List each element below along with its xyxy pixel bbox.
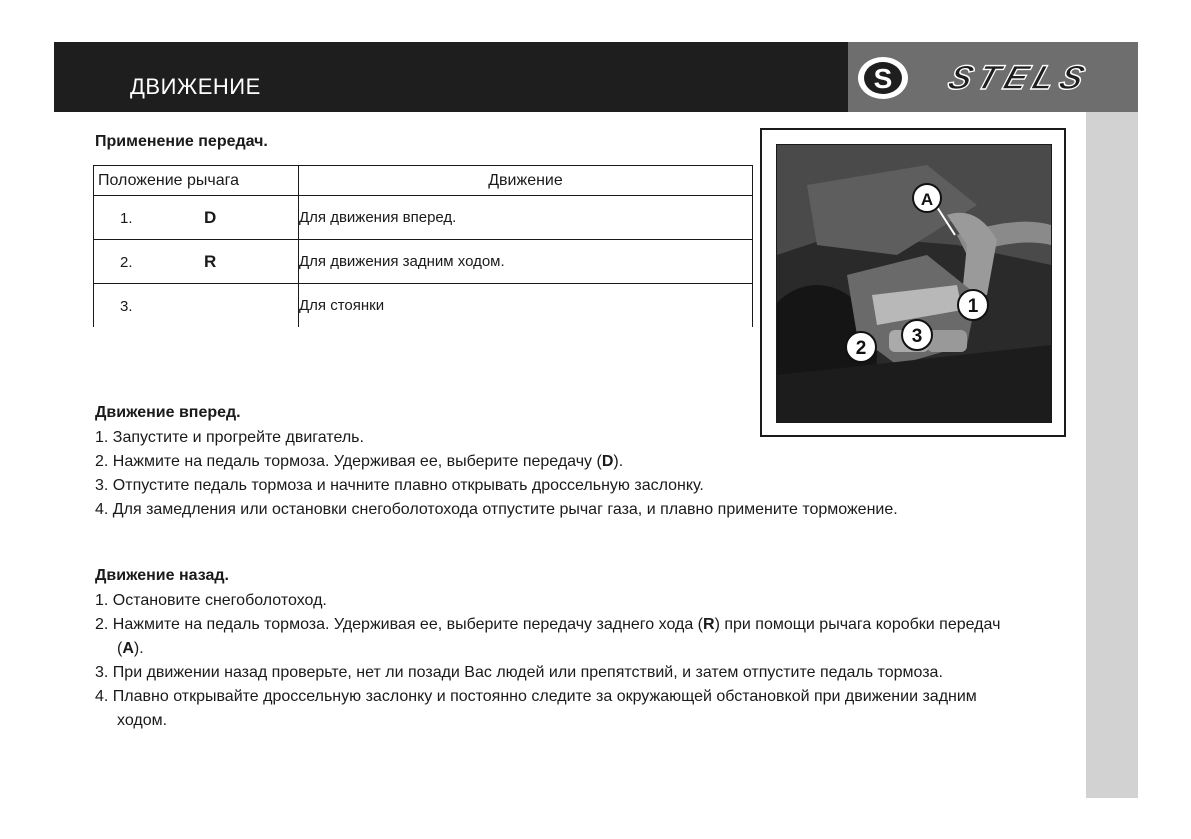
reverse-heading: Движение назад. xyxy=(95,567,229,584)
forward-heading: Движение вперед. xyxy=(95,404,241,421)
callout-2: 2 xyxy=(855,338,867,359)
list-item: 3. Отпустите педаль тормоза и начните плавно открывать дроссельную заслонку. xyxy=(95,477,704,494)
forward-steps xyxy=(95,426,1025,522)
gear-lever-photo xyxy=(776,144,1052,423)
movement-cell: Для стоянки xyxy=(299,284,753,328)
callout-1: 1 xyxy=(967,296,979,317)
callout-a: A xyxy=(920,190,934,209)
gear-code: D xyxy=(601,453,614,470)
table-header-row xyxy=(94,166,753,196)
gear-table xyxy=(93,165,753,327)
step-text: 2. Нажмите на педаль тормоза. Удерживая ее, выберите передачу xyxy=(95,453,593,470)
movement-cell: Для движения вперед. xyxy=(299,196,753,240)
table-row xyxy=(94,240,753,284)
callout-3: 3 xyxy=(911,326,923,347)
column-header-lever: Положение рычага xyxy=(94,166,299,196)
list-item: 2. Нажмите на педаль тормоза. Удерживая ее, выберите передачу (D). xyxy=(95,453,624,470)
list-item xyxy=(95,613,1025,661)
reverse-steps xyxy=(95,589,1025,733)
table-row xyxy=(94,196,753,240)
lever-position-cell xyxy=(94,284,299,328)
row-number: 2. xyxy=(120,253,133,271)
list-item: 1. Запустите и прогрейте двигатель. xyxy=(95,429,364,446)
table-row xyxy=(94,284,753,328)
gear-code: D xyxy=(204,207,217,227)
gear-lever-illustration xyxy=(777,145,1051,422)
lever-code: A xyxy=(122,640,134,657)
brand-logo xyxy=(848,42,1138,112)
list-item: 4. Плавно открывайте дроссельную заслонку и постоянно следите за окружающей обстановкой при движении задним ходом. xyxy=(95,688,977,729)
step-text: ) при помощи рычага коробки передач ( xyxy=(117,616,1001,657)
column-header-movement: Движение xyxy=(299,166,753,196)
movement-cell: Для движения задним ходом. xyxy=(299,240,753,284)
gears-heading: Применение передач. xyxy=(95,133,268,150)
gear-code: R xyxy=(703,616,715,633)
list-item: 1. Остановите снегоболотоход. xyxy=(95,592,327,609)
page-title: ДВИЖЕНИЕ xyxy=(130,74,261,99)
page-header xyxy=(54,42,848,112)
row-number: 3. xyxy=(120,297,133,315)
stels-logo-icon xyxy=(848,42,1138,112)
step-text: 2. Нажмите на педаль тормоза. Удерживая ее, выберите передачу заднего хода ( xyxy=(95,616,703,633)
list-item: 3. При движении назад проверьте, нет ли позади Вас людей или препятствий, и затем отпустите педаль тормоза. xyxy=(95,664,943,681)
logo-wordmark: STELS xyxy=(943,58,1096,97)
row-number: 1. xyxy=(120,209,133,227)
gear-code: R xyxy=(204,251,217,271)
logo-letter: S xyxy=(873,63,893,94)
step-text: ). xyxy=(133,640,144,657)
lever-position-cell xyxy=(94,240,299,284)
gear-lever-photo-frame xyxy=(760,128,1066,437)
list-item: 4. Для замедления или остановки снегоболотохода отпустите рычаг газа, и плавно примените торможение. xyxy=(95,501,898,518)
lever-position-cell xyxy=(94,196,299,240)
side-margin-bar xyxy=(1086,112,1138,798)
